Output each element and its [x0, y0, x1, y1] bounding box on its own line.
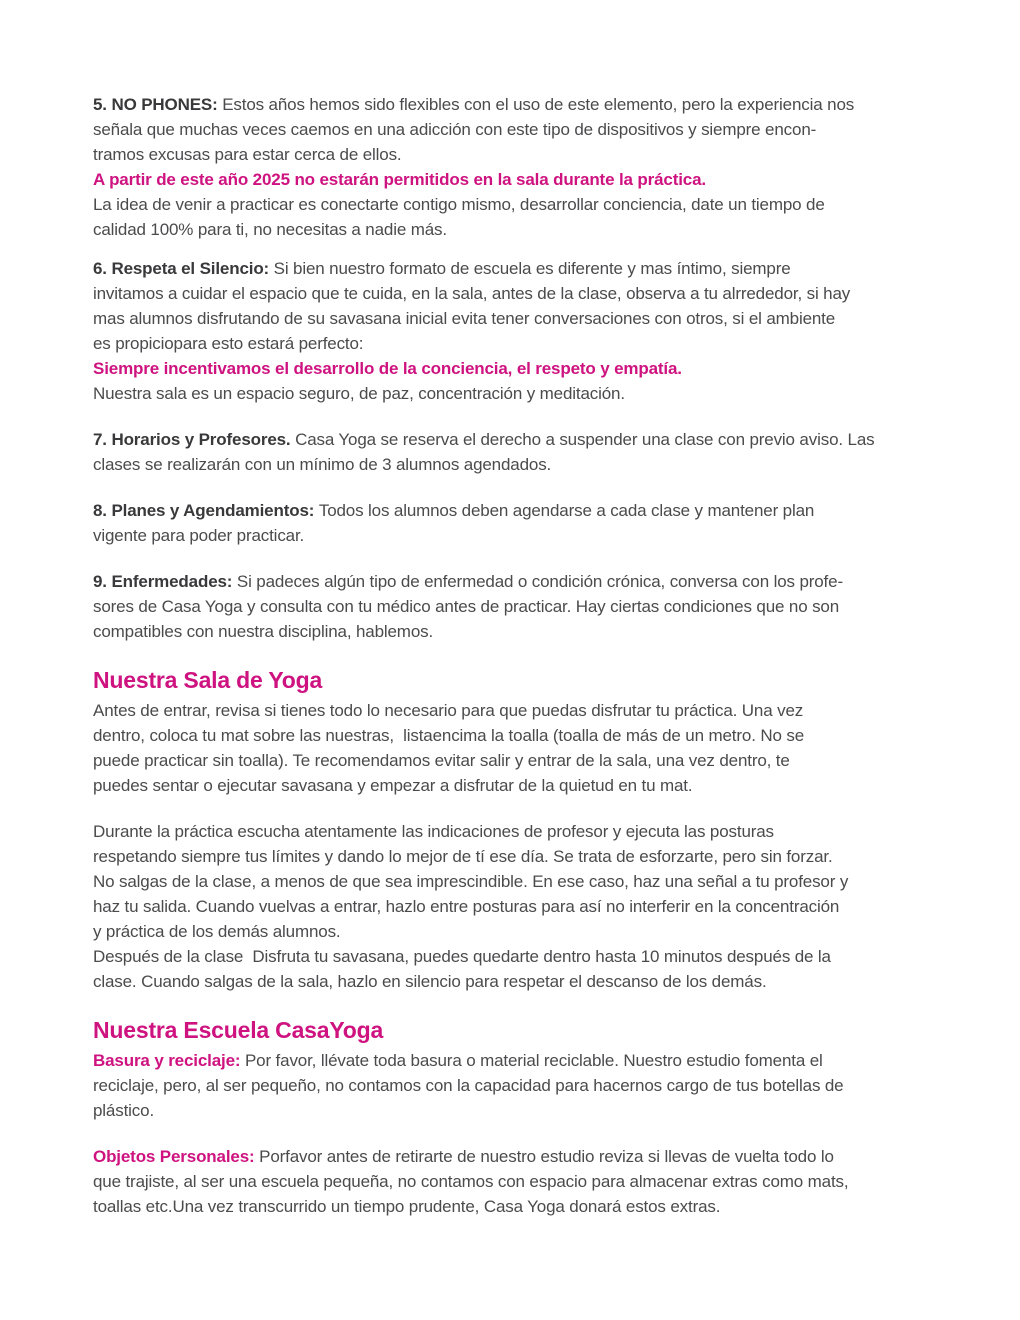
text-line: [93, 1144, 930, 1169]
body-text: compatibles con nuestra disciplina, hablemos.: [93, 622, 434, 641]
text-line: [93, 498, 930, 523]
body-text: clases se realizarán con un mínimo de 3 alumnos agendados.: [93, 455, 552, 474]
text-line: [93, 427, 930, 452]
highlight-text: Siempre incentivamos el desarrollo de la conciencia, el respeto y empatía.: [93, 359, 682, 378]
text-line: [93, 167, 930, 192]
rule-7-horarios-y-profesores: [93, 427, 930, 477]
body-text: reciclaje, pero, al ser pequeño, no contamos con la capacidad para hacernos cargo de tus botellas de: [93, 1076, 844, 1095]
text-line: [93, 773, 930, 798]
text-line: [93, 944, 930, 969]
body-text: Si bien nuestro formato de escuela es diferente y mas íntimo, siempre: [273, 259, 791, 278]
rule-title: 5. NO PHONES:: [93, 95, 223, 114]
text-line: [93, 919, 930, 944]
text-line: [93, 192, 930, 217]
body-text: clase. Cuando salgas de la sala, hazlo en silencio para respetar el descanso de los demás.: [93, 972, 767, 991]
text-line: [93, 969, 930, 994]
rule-9-enfermedades: [93, 569, 930, 644]
body-text: tramos excusas para estar cerca de ellos.: [93, 145, 402, 164]
sala-de-yoga-durante-la-practica: [93, 819, 930, 994]
rule-title: 8. Planes y Agendamientos:: [93, 501, 319, 520]
text-line: [93, 1073, 930, 1098]
text-line: [93, 117, 930, 142]
body-text: invitamos a cuidar el espacio que te cuida, en la sala, antes de la clase, observa a tu alrrededor, si hay: [93, 284, 851, 303]
heading-nuestra-escuela-casayoga: Nuestra Escuela CasaYoga: [93, 1017, 384, 1043]
body-text: mas alumnos disfrutando de su savasana inicial evita tener conversaciones con otros, si el ambiente: [93, 309, 836, 328]
body-text: Porfavor antes de retirarte de nuestro estudio reviza si llevas de vuelta todo lo: [259, 1147, 834, 1166]
body-text: vigente para poder practicar.: [93, 526, 305, 545]
text-line: [93, 281, 930, 306]
text-line: [93, 381, 930, 406]
body-text: Antes de entrar, revisa si tienes todo lo necesario para que puedas disfrutar tu práctica. Una vez: [93, 701, 804, 720]
text-line: [93, 594, 930, 619]
sala-de-yoga-intro: [93, 698, 930, 798]
escuela-objetos-personales: [93, 1144, 930, 1219]
text-line: [93, 452, 930, 477]
body-text: puedes sentar o ejecutar savasana y empezar a disfrutar de la quietud en tu mat.: [93, 776, 693, 795]
text-line: [93, 748, 930, 773]
text-line: [93, 142, 930, 167]
body-text: dentro, coloca tu mat sobre las nuestras, listaencima la toalla (toalla de más de un metro. No se: [93, 726, 804, 745]
body-text: Durante la práctica escucha atentamente las indicaciones de profesor y ejecuta las posturas: [93, 822, 774, 841]
text-line: [93, 619, 930, 644]
text-line: [93, 523, 930, 548]
text-line: [93, 331, 930, 356]
body-text: calidad 100% para ti, no necesitas a nadie más.: [93, 220, 447, 239]
text-line: [93, 306, 930, 331]
text-line: [93, 698, 930, 723]
body-text: Por favor, llévate toda basura o material reciclable. Nuestro estudio fomenta el: [244, 1051, 823, 1070]
text-line: [93, 723, 930, 748]
body-text: toallas etc.Una vez transcurrido un tiempo prudente, Casa Yoga donará estos extras.: [93, 1197, 721, 1216]
text-line: [93, 1169, 930, 1194]
text-line: [93, 819, 930, 844]
text-line: [93, 1048, 930, 1073]
body-text: Todos los alumnos deben agendarse a cada clase y mantener plan: [318, 501, 815, 520]
highlight-text: Basura y reciclaje:: [93, 1051, 245, 1070]
text-line: [93, 894, 930, 919]
body-text: y práctica de los demás alumnos.: [93, 922, 341, 941]
body-text: es propiciopara esto estará perfecto:: [93, 334, 364, 353]
text-line: [93, 844, 930, 869]
body-text: Estos años hemos sido flexibles con el uso de este elemento, pero la experiencia nos: [222, 95, 855, 114]
text-line: [93, 1098, 930, 1123]
body-text: sores de Casa Yoga y consulta con tu médico antes de practicar. Hay ciertas condiciones que no son: [93, 597, 840, 616]
body-text: respetando siempre tus límites y dando lo mejor de tí ese día. Se trata de esforzarte, pero sin forzar.: [93, 847, 833, 866]
body-text: Nuestra sala es un espacio seguro, de paz, concentración y meditación.: [93, 384, 625, 403]
text-line: [93, 356, 930, 381]
body-text: plástico.: [93, 1101, 155, 1120]
rule-title: 6. Respeta el Silencio:: [93, 259, 274, 278]
highlight-text: A partir de este año 2025 no estarán permitidos en la sala durante la práctica.: [93, 170, 706, 189]
text-line: [93, 256, 930, 281]
body-text: Casa Yoga se reserva el derecho a suspender una clase con previo aviso. Las: [295, 430, 875, 449]
body-text: Después de la clase Disfruta tu savasana, puedes quedarte dentro hasta 10 minutos después de la: [93, 947, 831, 966]
escuela-basura-y-reciclaje: [93, 1048, 930, 1123]
heading-nuestra-sala-de-yoga: Nuestra Sala de Yoga: [93, 667, 323, 693]
text-line: [93, 92, 930, 117]
body-text: que trajiste, al ser una escuela pequeña, no contamos con espacio para almacenar extras como mats,: [93, 1172, 849, 1191]
rule-title: 9. Enfermedades:: [93, 572, 237, 591]
rule-5-no-phones: [93, 92, 930, 242]
text-line: [93, 569, 930, 594]
body-text: haz tu salida. Cuando vuelvas a entrar, hazlo entre posturas para así no interferir en la concentración: [93, 897, 840, 916]
text-line: [93, 869, 930, 894]
text-line: [93, 1194, 930, 1219]
highlight-text: Objetos Personales:: [93, 1147, 260, 1166]
body-text: puede practicar sin toalla). Te recomendamos evitar salir y entrar de la sala, una vez dentro, te: [93, 751, 790, 770]
text-line: [93, 217, 930, 242]
body-text: La idea de venir a practicar es conectarte contigo mismo, desarrollar conciencia, date un tiempo de: [93, 195, 825, 214]
rule-title: 7. Horarios y Profesores.: [93, 430, 296, 449]
body-text: No salgas de la clase, a menos de que sea imprescindible. En ese caso, haz una señal a tu profesor y: [93, 872, 849, 891]
body-text: señala que muchas veces caemos en una adicción con este tipo de dispositivos y siempre encon-: [93, 120, 817, 139]
body-text: Si padeces algún tipo de enfermedad o condición crónica, conversa con los profe-: [236, 572, 843, 591]
rule-8-planes-y-agendamientos: [93, 498, 930, 548]
rule-6-respeta-el-silencio: [93, 256, 930, 406]
